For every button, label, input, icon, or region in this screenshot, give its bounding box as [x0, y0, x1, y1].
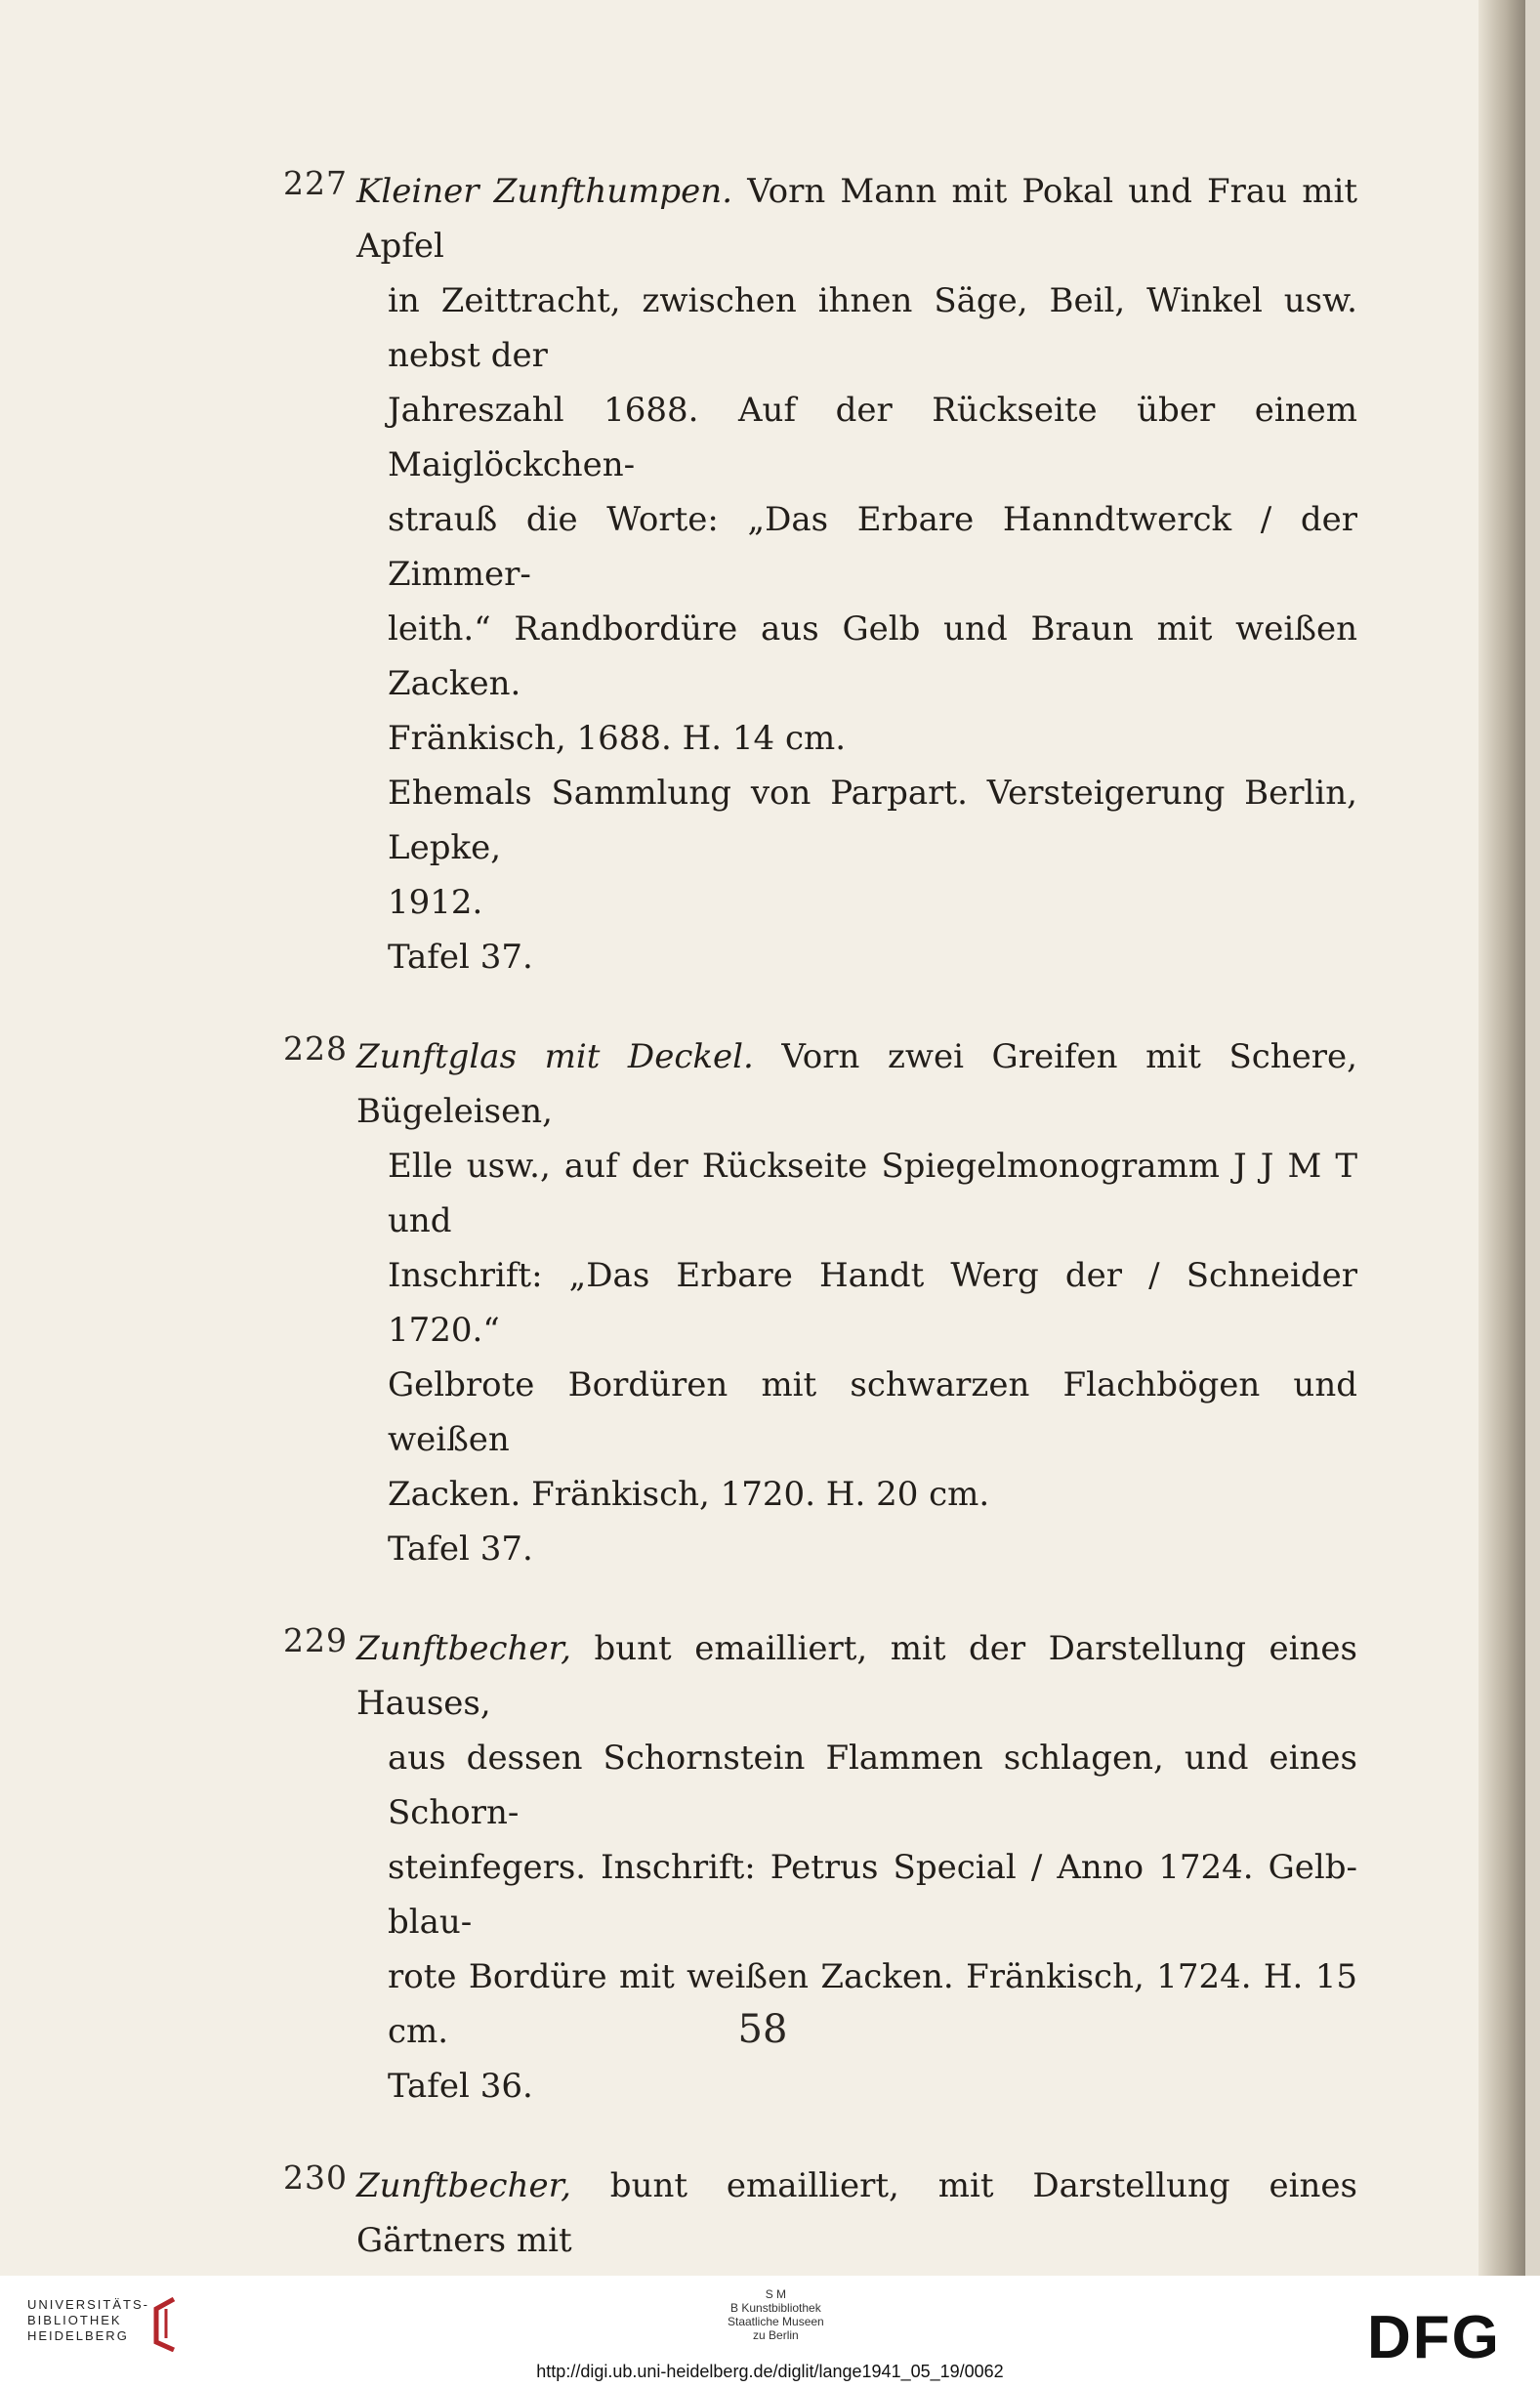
- entry-line: Fränkisch, 1688. H. 14 cm.: [388, 719, 847, 758]
- entry-line: [356, 2268, 1357, 2276]
- entry-line: Inschrift: „Das Erbare Handt Werg der / Schneider 1720.“: [388, 1256, 1357, 1350]
- entry-line: 1912.: [388, 883, 483, 922]
- catalog-entries: [283, 164, 1357, 2276]
- sm-logo-line: zu Berlin: [753, 2328, 799, 2342]
- entry-body: [356, 2158, 1357, 2276]
- entry-text: bunt emailliert, mit der Darstellung eines Hauses,: [356, 1629, 1357, 1723]
- sm-kunstbibliothek-logo[interactable]: [728, 2287, 824, 2342]
- entry-line: steinfegers. Inschrift: Petrus Special / Anno 1724. Gelb-blau-: [388, 1848, 1357, 1942]
- entry-line: Gelbrote Bordüren mit schwarzen Flachbögen und weißen: [388, 1365, 1357, 1459]
- entry-line: Tafel 37.: [388, 938, 533, 977]
- catalog-entry: [283, 2158, 1357, 2276]
- entry-text: bunt emailliert, mit Darstellung eines Gärtners mit: [356, 2166, 1357, 2260]
- ub-logo-line: UNIVERSITÄTS-: [27, 2297, 149, 2312]
- entry-text: Vorn zwei Greifen mit Schere, Bügeleisen,: [356, 1037, 1357, 1131]
- entry-number: 227: [283, 164, 348, 202]
- entry-number: 230: [283, 2158, 348, 2197]
- entry-body: [356, 1029, 1357, 1576]
- sm-logo-line: B Kunstbibliothek: [730, 2301, 821, 2315]
- entry-title: Kleiner Zunfthumpen.: [356, 172, 733, 211]
- entry-line: Tafel 37.: [388, 1529, 533, 1569]
- entry-line: Elle usw., auf der Rückseite Spiegelmonogramm J J M T und: [388, 1147, 1357, 1240]
- entry-line: [356, 2158, 1357, 2268]
- entry-line: Ehemals Sammlung von Parpart. Versteigerung Berlin, Lepke,: [388, 774, 1357, 867]
- entry-title: Zunftglas mit Deckel.: [356, 1037, 754, 1076]
- page-edge-strip: [1525, 0, 1540, 2276]
- entry-line: rote Bordüre mit weißen Zacken. Fränkisch, 1724. H. 15 cm.: [388, 1957, 1357, 2051]
- source-url-link[interactable]: http://digi.ub.uni-heidelberg.de/diglit/lange1941_05_19/0062: [536, 2362, 1004, 2381]
- page-number: 58: [737, 2007, 788, 2052]
- sm-logo-line: S M: [765, 2287, 787, 2301]
- ub-logo-line: BIBLIOTHEK: [27, 2313, 122, 2327]
- entry-line: in Zeittracht, zwischen ihnen Säge, Beil, Winkel usw. nebst der: [388, 281, 1357, 375]
- entry-title: Zunftbecher,: [356, 2166, 571, 2205]
- entry-title: Zunftbecher,: [356, 1629, 571, 1668]
- entry-line: strauß die Worte: „Das Erbare Hanndtwerck / der Zimmer-: [388, 500, 1357, 594]
- ub-logo-mark-icon: [145, 2295, 184, 2352]
- page-edge-shadow: [1478, 0, 1525, 2276]
- ub-heidelberg-logo[interactable]: [27, 2297, 149, 2344]
- sm-logo-line: Staatliche Museen: [728, 2315, 824, 2328]
- entry-number: 228: [283, 1029, 348, 1068]
- ub-logo-line: HEIDELBERG: [27, 2328, 129, 2343]
- entry-text: Vorn Mann mit Pokal und Frau mit Apfel: [356, 172, 1357, 266]
- entry-line: leith.“ Randbordüre aus Gelb und Braun mit weißen Zacken.: [388, 609, 1357, 703]
- catalog-entry: [283, 164, 1357, 985]
- entry-line: [356, 164, 1357, 273]
- entry-body: [356, 164, 1357, 985]
- dfg-logo[interactable]: DFG: [1367, 2304, 1501, 2371]
- entry-line: Jahreszahl 1688. Auf der Rückseite über einem Maiglöckchen-: [388, 391, 1357, 484]
- catalog-entry: [283, 1029, 1357, 1576]
- entry-number: 229: [283, 1621, 348, 1659]
- entry-line: aus dessen Schornstein Flammen schlagen, und eines Schorn-: [388, 1739, 1357, 1832]
- entry-line: [356, 1621, 1357, 1731]
- entry-line: Tafel 36.: [388, 2067, 533, 2106]
- entry-line: Zacken. Fränkisch, 1720. H. 20 cm.: [388, 1475, 990, 1514]
- entry-line: [356, 1029, 1357, 1139]
